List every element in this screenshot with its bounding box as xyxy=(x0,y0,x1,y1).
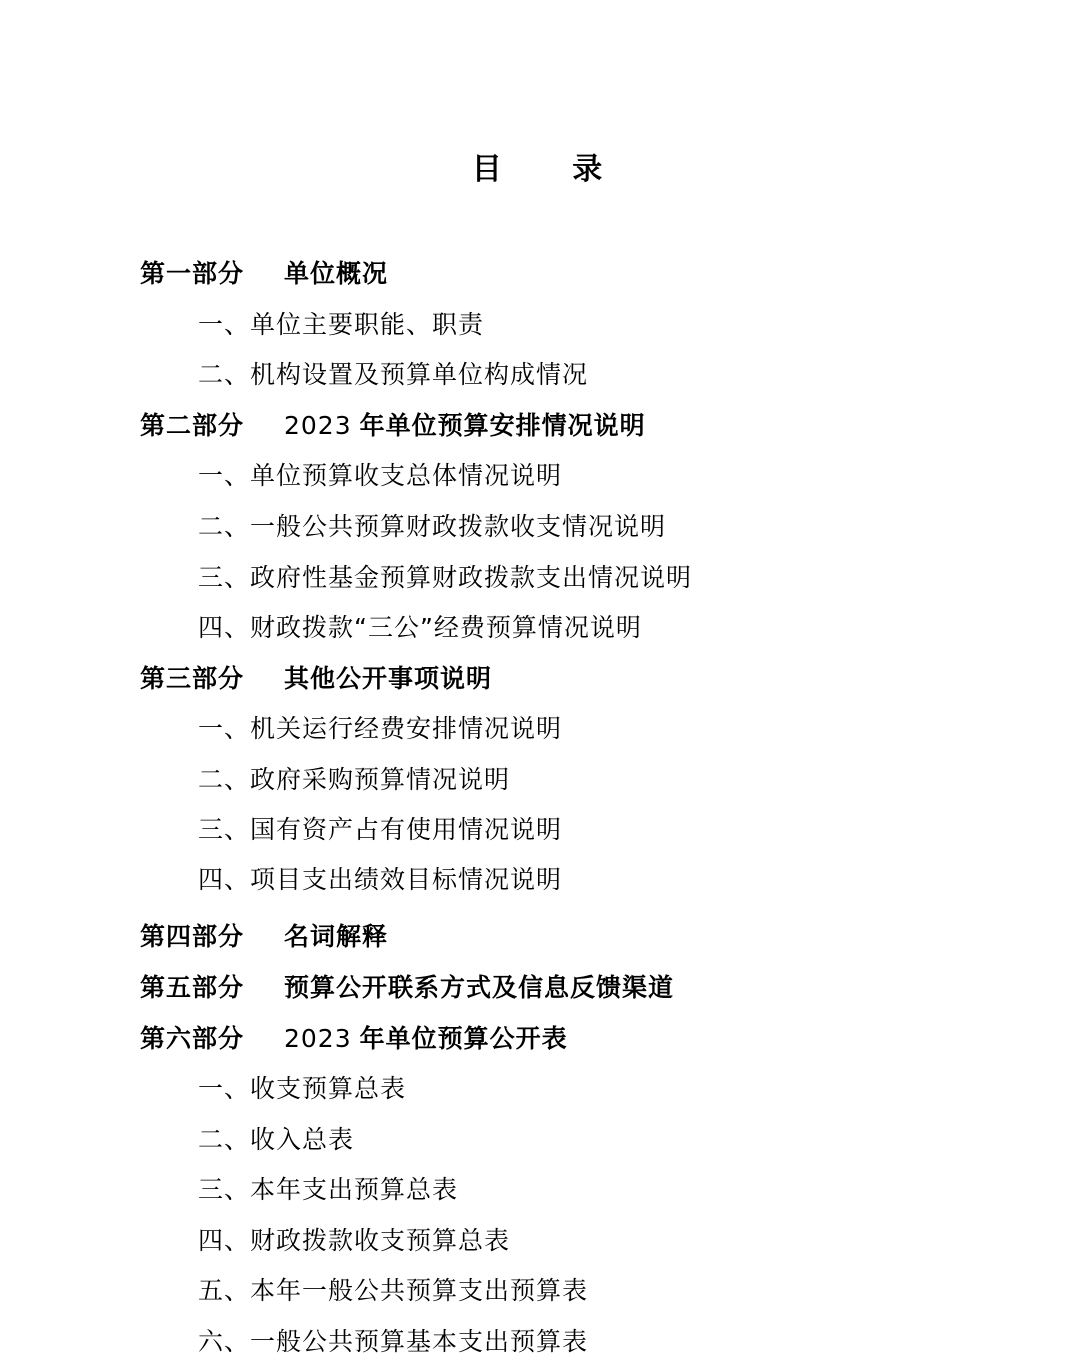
toc-item: 二、一般公共预算财政拨款收支情况说明 xyxy=(198,512,667,541)
part-label: 第五部分 xyxy=(140,973,245,1002)
part-label: 第一部分 xyxy=(140,259,245,288)
toc-item: 五、本年一般公共预算支出预算表 xyxy=(198,1276,589,1305)
toc-item: 三、国有资产占有使用情况说明 xyxy=(198,815,563,844)
toc-part-5 xyxy=(140,970,674,1006)
toc-part-6 xyxy=(140,1021,568,1057)
toc-item: 二、政府采购预算情况说明 xyxy=(198,765,511,794)
toc-part-1 xyxy=(140,256,388,292)
part-title: 单位概况 xyxy=(284,259,389,288)
toc-item: 三、本年支出预算总表 xyxy=(198,1175,459,1204)
part-year: 2023 xyxy=(284,411,352,440)
toc-item: 二、机构设置及预算单位构成情况 xyxy=(198,360,589,389)
part-label: 第二部分 xyxy=(140,411,245,440)
part-title: 预算公开联系方式及信息反馈渠道 xyxy=(284,973,675,1002)
toc-item: 一、机关运行经费安排情况说明 xyxy=(198,714,563,743)
part-label: 第四部分 xyxy=(140,922,245,951)
toc-part-3 xyxy=(140,661,492,697)
toc-item: 四、项目支出绩效目标情况说明 xyxy=(198,865,563,894)
toc-item: 四、财政拨款收支预算总表 xyxy=(198,1226,511,1255)
part-title: 年单位预算安排情况说明 xyxy=(359,411,646,440)
toc-item: 四、财政拨款“三公”经费预算情况说明 xyxy=(198,613,642,642)
part-label: 第六部分 xyxy=(140,1024,245,1053)
toc-title: 目 录 xyxy=(471,152,633,187)
part-title: 年单位预算公开表 xyxy=(359,1024,568,1053)
toc-part-2 xyxy=(140,408,646,444)
part-title: 名词解释 xyxy=(284,922,389,951)
part-label: 第三部分 xyxy=(140,664,245,693)
toc-item: 三、政府性基金预算财政拨款支出情况说明 xyxy=(198,563,693,592)
part-title: 其他公开事项说明 xyxy=(284,664,493,693)
toc-item: 六、一般公共预算基本支出预算表 xyxy=(198,1327,589,1356)
toc-item: 一、收支预算总表 xyxy=(198,1074,407,1103)
toc-item: 二、收入总表 xyxy=(198,1125,355,1154)
toc-part-4 xyxy=(140,919,388,955)
part-year: 2023 xyxy=(284,1024,352,1053)
toc-item: 一、单位主要职能、职责 xyxy=(198,310,485,339)
toc-item: 一、单位预算收支总体情况说明 xyxy=(198,461,563,490)
